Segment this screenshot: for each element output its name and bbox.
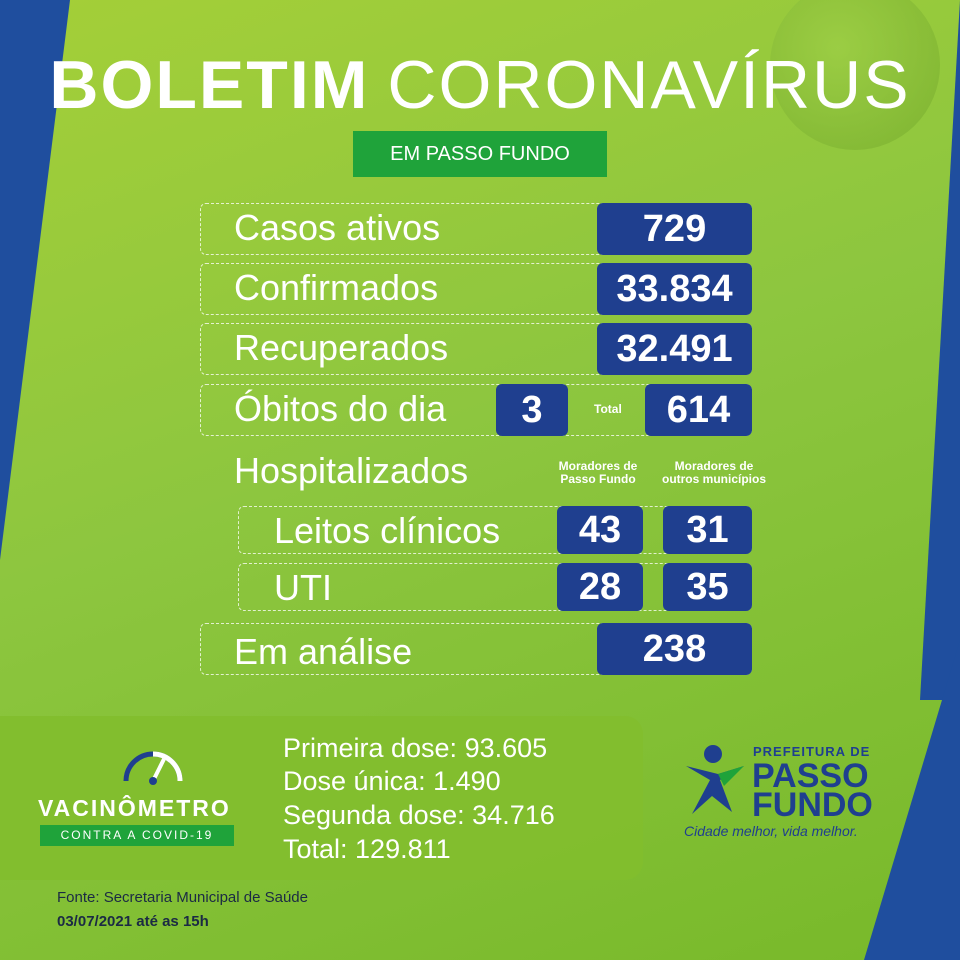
label-recuperados: Recuperados: [234, 327, 449, 368]
value-leitos-outros: 31: [663, 506, 752, 554]
value-uti-outros: 35: [663, 563, 752, 611]
prefeitura-logo-icon: [684, 744, 746, 816]
label-leitos: Leitos clínicos: [274, 510, 501, 551]
city-badge: EM PASSO FUNDO: [353, 131, 607, 177]
title-bold: BOLETIM: [49, 47, 370, 123]
label-hospitalizados: Hospitalizados: [234, 450, 469, 491]
value-casos-ativos: 729: [597, 203, 752, 255]
vaccine-subtitle: CONTRA A COVID-19: [40, 825, 234, 846]
label-em-analise: Em análise: [234, 631, 413, 672]
gauge-icon: [120, 743, 186, 785]
value-recuperados: 32.491: [597, 323, 752, 375]
value-obitos-dia: 3: [496, 384, 568, 436]
value-leitos-pf: 43: [557, 506, 643, 554]
vaccine-line-4: Total: 129.811: [283, 834, 451, 864]
label-obitos-total: Total: [594, 402, 622, 416]
logo-tagline: Cidade melhor, vida melhor.: [684, 823, 858, 839]
label-casos-ativos: Casos ativos: [234, 207, 441, 248]
vaccine-line-3: Segunda dose: 34.716: [283, 800, 555, 830]
value-confirmados: 33.834: [597, 263, 752, 315]
footer-date: 03/07/2021 até as 15h: [57, 913, 209, 930]
label-uti: UTI: [274, 567, 332, 608]
value-uti-pf: 28: [557, 563, 643, 611]
logo-prefeitura: PREFEITURA DE: [753, 744, 871, 759]
value-em-analise: 238: [597, 623, 752, 675]
vaccine-title: VACINÔMETRO: [38, 795, 231, 821]
label-obitos: Óbitos do dia: [234, 388, 447, 429]
col-header-outros: Moradores de outros municípios: [661, 459, 766, 486]
value-obitos-total: 614: [645, 384, 752, 436]
logo-passo: PASSO: [752, 757, 869, 795]
vaccine-line-1: Primeira dose: 93.605: [283, 733, 548, 763]
logo-fundo: FUNDO: [752, 786, 873, 824]
page-title: [0, 46, 960, 124]
vaccine-line-2: Dose única: 1.490: [283, 766, 501, 796]
title-light: CORONAVÍRUS: [387, 47, 911, 123]
label-confirmados: Confirmados: [234, 267, 439, 308]
col-header-passo-fundo: Moradores de Passo Fundo: [558, 459, 638, 486]
footer-source: Fonte: Secretaria Municipal de Saúde: [57, 889, 308, 906]
